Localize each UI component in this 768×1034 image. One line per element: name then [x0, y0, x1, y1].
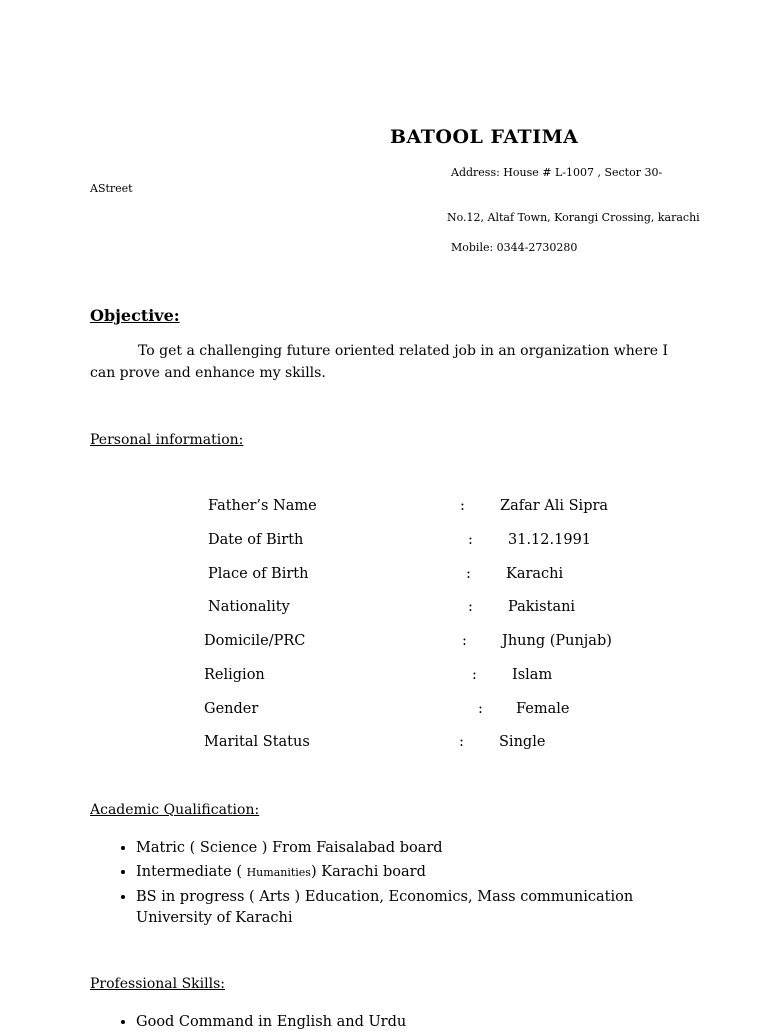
professional-heading: Professional Skills:	[90, 976, 225, 992]
pi-value-domicile: Jhung (Punjab)	[502, 633, 612, 649]
academic-item-small-text: Humanities	[246, 866, 311, 879]
academic-item-text: Intermediate (	[136, 864, 247, 880]
pi-label-religion: Religion	[204, 667, 265, 683]
pi-colon: :	[478, 701, 483, 717]
objective-text: To get a challenging future oriented related job in an organization where I can prove and enhance my skills.	[90, 343, 669, 381]
objective-heading: Objective:	[90, 306, 180, 325]
academic-item-text: BS in progress ( Arts ) Education, Economics, Mass communication	[136, 889, 634, 905]
pi-value-nationality: Pakistani	[508, 599, 576, 615]
professional-item-text: Good Command in English and Urdu	[136, 1014, 407, 1030]
pi-colon: :	[468, 599, 473, 615]
list-item	[136, 860, 633, 885]
pi-colon: :	[466, 566, 471, 582]
pi-label-fathers-name: Father’s Name	[208, 498, 317, 514]
candidate-name: BATOOL FATIMA	[390, 126, 579, 148]
pi-label-marital-status: Marital Status	[204, 734, 310, 750]
personal-info-heading: Personal information:	[90, 432, 244, 448]
mobile-number: Mobile: 0344-2730280	[451, 241, 578, 254]
pi-value-religion: Islam	[512, 667, 553, 683]
pi-value-date-of-birth: 31.12.1991	[508, 532, 592, 548]
academic-list	[110, 836, 633, 929]
pi-label-place-of-birth: Place of Birth	[208, 566, 309, 582]
pi-value-gender: Female	[516, 701, 570, 717]
academic-heading: Academic Qualification:	[90, 802, 260, 818]
professional-list	[110, 1010, 406, 1034]
pi-colon: :	[468, 532, 473, 548]
pi-value-fathers-name: Zafar Ali Sipra	[500, 498, 609, 514]
address-line-2: No.12, Altaf Town, Korangi Crossing, karachi	[447, 211, 700, 224]
academic-item-text: ) Karachi board	[310, 864, 426, 880]
list-item	[136, 1010, 406, 1034]
pi-label-date-of-birth: Date of Birth	[208, 532, 304, 548]
academic-item-text: Matric ( Science ) From Faisalabad board	[136, 840, 443, 856]
pi-colon: :	[462, 633, 467, 649]
pi-value-place-of-birth: Karachi	[506, 566, 564, 582]
address-line-1: Address: House # L-1007 , Sector 30-	[451, 166, 663, 179]
pi-colon: :	[472, 667, 477, 683]
address-line-1-wrap: AStreet	[90, 182, 133, 195]
pi-colon: :	[459, 734, 464, 750]
pi-colon: :	[460, 498, 465, 514]
list-item	[136, 885, 633, 929]
list-item	[136, 836, 633, 860]
academic-item-text: University of Karachi	[136, 910, 293, 926]
pi-label-nationality: Nationality	[208, 599, 290, 615]
pi-label-domicile: Domicile/PRC	[204, 633, 306, 649]
pi-value-marital-status: Single	[499, 734, 546, 750]
pi-label-gender: Gender	[204, 701, 259, 717]
